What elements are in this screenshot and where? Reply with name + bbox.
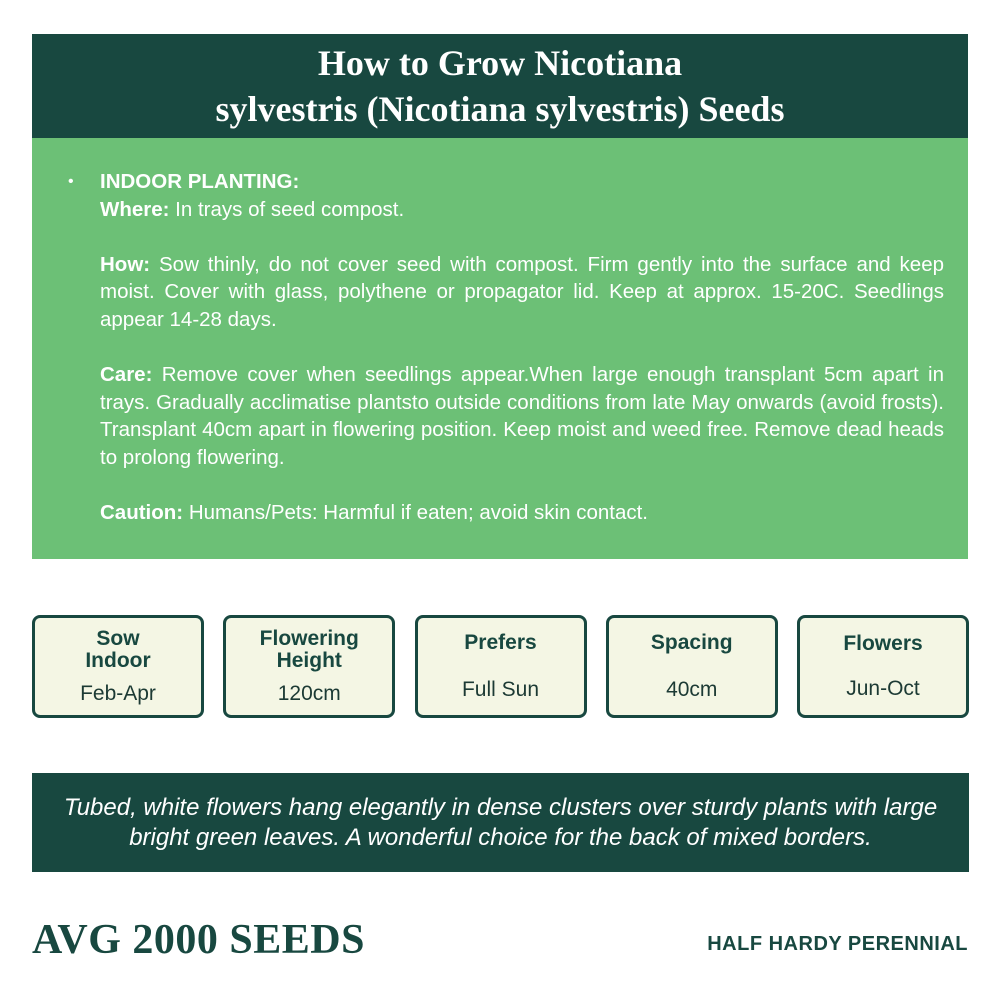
spacing-card <box>606 615 778 718</box>
caution-text: Humans/Pets: Harmful if eaten; avoid skin contact. <box>183 501 648 525</box>
card-label <box>260 628 359 672</box>
card-label-line: Sow <box>96 626 140 650</box>
card-value: Feb-Apr <box>80 681 156 705</box>
hardiness-label: HALF HARDY PERENNIAL <box>707 933 968 955</box>
indoor-planting-content <box>100 168 944 527</box>
care-text: Remove cover when seedlings appear.When large enough transplant 5cm apart in trays. Gradually acclimatise plantsto outside conditions from late May onwards (avoid frosts). Transplant 40cm apart in flowering position. Keep moist and weed free. Remove dead heads to prolong flowering. <box>100 363 944 469</box>
how-text: Sow thinly, do not cover seed with compost. Firm gently into the surface and keep moist. Cover with glass, polythene or propagator lid. Keep at approx. 15-20C. Seedlings appear 14-28 days. <box>100 252 944 331</box>
page-title-line-2: sylvestris (Nicotiana sylvestris) Seeds <box>215 89 785 129</box>
card-label: Spacing <box>650 630 733 654</box>
care-label: Care: <box>100 363 153 387</box>
indoor-planting-heading: INDOOR PLANTING: <box>100 170 300 193</box>
title-banner <box>32 34 968 138</box>
where-label: Where: <box>100 197 170 221</box>
how-label: How: <box>100 252 151 276</box>
card-label-line: Indoor <box>85 648 151 672</box>
flowering-height-card <box>223 615 395 718</box>
card-value: 120cm <box>277 681 341 705</box>
caution-section <box>100 499 944 527</box>
description-banner <box>32 773 969 872</box>
card-label-line: Height <box>276 648 342 672</box>
card-label: Prefers <box>464 630 537 654</box>
instructions-panel <box>32 138 968 559</box>
sow-indoor-card <box>32 615 204 718</box>
card-value: 40cm <box>666 677 718 701</box>
card-label <box>85 628 150 672</box>
page-title-line-1: How to Grow Nicotiana <box>317 43 683 83</box>
where-section <box>100 196 944 224</box>
indoor-planting-item <box>68 168 944 527</box>
where-text: In trays of seed compost. <box>169 197 405 221</box>
flowers-card <box>797 615 969 718</box>
info-cards <box>32 615 969 718</box>
care-section <box>100 361 944 471</box>
description-text: Tubed, white flowers hang elegantly in dense clusters over sturdy plants with large bright green leaves. A wonderful choice for the back of mixed borders. <box>63 793 938 851</box>
caution-label: Caution: <box>100 501 184 525</box>
card-value: Jun-Oct <box>846 676 920 700</box>
bullet-icon: • <box>68 173 74 190</box>
how-section <box>100 251 944 334</box>
card-label-line: Flowering <box>259 626 359 650</box>
seed-count: AVG 2000 SEEDS <box>32 917 365 963</box>
card-label: Flowers <box>843 631 923 655</box>
card-value: Full Sun <box>461 677 540 701</box>
prefers-card <box>415 615 587 718</box>
